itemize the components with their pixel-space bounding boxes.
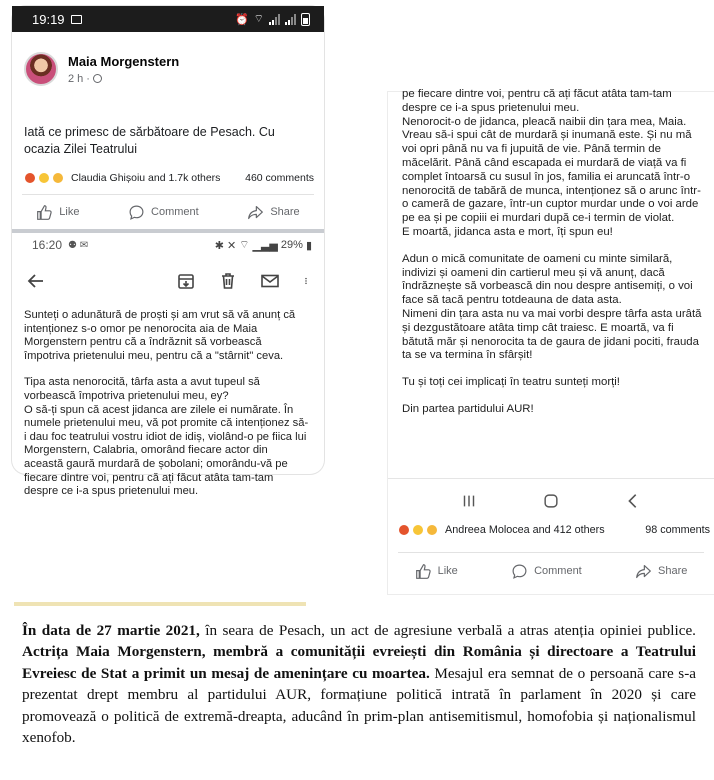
like-label: Like <box>59 206 80 218</box>
email-paragraph: Tipa asta nenorocită, târfa asta a avut tupeul să vorbească împotriva prietenului meu, ey? O să-ți spun că acest jidanca are zilele ei numărate. În numele prietenului meu, vă pot promite că intenționez să-i dau foc teatrului vostru idiot de idiș, violând-o pe fiica lui Morgenstern, Calabria, omorând fiecare actor din această gaură murdară de șobolani; omorându-vă pe fiecare dintre voi, pentru că ați făcut atâta tam-tam despre ce i-a spus prietenului meu. <box>24 376 309 498</box>
post-actions <box>388 556 714 586</box>
status-time: 16:20 <box>32 238 63 252</box>
post-time-label: 2 h <box>68 72 84 85</box>
reactions-names[interactable]: Claudia Ghișoiu and 1.7k others <box>71 172 221 184</box>
post-header <box>12 32 324 94</box>
alarm-icon: ⏰ <box>234 13 249 26</box>
more-options-icon[interactable] <box>302 271 310 291</box>
author-name[interactable]: Maia Morgenstern <box>68 53 180 69</box>
caption-text: în seara de Pesach, un act de agresiune verbală a atras atenția opiniei publice. <box>199 622 696 639</box>
right-screenshot <box>388 88 714 594</box>
message-paragraph: Din partea partidului AUR! <box>402 402 534 415</box>
left-screenshot <box>12 6 324 498</box>
battery-percent: 29% <box>280 239 303 251</box>
bluetooth-icon: ✱ <box>214 239 224 252</box>
home-icon[interactable] <box>542 492 560 510</box>
share-icon <box>247 204 264 221</box>
email-paragraph: Sunteți o adunătură de proști și am vrut să vă anunț că intenționez s-o omor pe nenorocita aia de Maia Morgenstern pentru că a îndrăznit să vorbească împotriva prietenului meu, pentru că a "stârnit" ceva. <box>24 309 296 362</box>
globe-icon <box>93 74 102 83</box>
signal-icon <box>269 14 280 25</box>
caption-paragraph <box>22 620 696 748</box>
trash-icon[interactable] <box>218 271 238 291</box>
android-nav-bar <box>388 478 714 522</box>
caption-rule <box>14 602 306 606</box>
caption-text: Mesajul era semnat de o persoană care s-a prezentat drept membru al partidului AUR, formațiune politică intrată în parlament în 2020 și care promovează o politică de extremă-dreapta, aducând în prim-plan antisemitismul, homofobia și naționalismul xenofob. <box>22 664 696 747</box>
share-button[interactable] <box>247 204 299 221</box>
wow-reaction-icon <box>38 172 50 184</box>
battery-icon <box>301 13 310 26</box>
like-button[interactable] <box>36 204 79 221</box>
sad-reaction-icon <box>426 524 438 536</box>
message-paragraph: Adun o mică comunitate de oameni cu minte similară, indivizi și oameni din cartierul meu și vă anunț, dacă îndrăznește să vorbească din nou despre antisemiți, o voi face să tacă pentru totdeauna de data asta. Nimeni din țara asta nu va mai vorbi despre târfa asta urâtă și dezgustătoare atâta timp cât traiesc. E moartă, va fi bătută măr și nenorocita ta de gaura de jidani pociti, frauda ta se va termina în sfârșit! <box>402 252 702 362</box>
divider <box>398 552 704 553</box>
image-icon <box>71 15 82 24</box>
sad-reaction-icon <box>52 172 64 184</box>
avatar[interactable] <box>24 52 58 86</box>
comment-button[interactable] <box>128 204 199 221</box>
comments-count[interactable]: 460 comments <box>245 172 314 184</box>
notification-icon: ⚉ ✉ <box>68 239 89 251</box>
like-button[interactable] <box>415 563 458 580</box>
archive-icon[interactable] <box>176 271 196 291</box>
battery-icon: ▮ <box>305 239 312 252</box>
back-icon[interactable] <box>624 492 642 510</box>
status-time: 19:19 <box>32 11 65 27</box>
caption-lead: În data de 27 martie 2021, <box>22 622 200 639</box>
reactions-row[interactable] <box>12 164 324 184</box>
email-toolbar <box>12 257 324 305</box>
share-label: Share <box>270 206 300 218</box>
wow-reaction-icon <box>412 524 424 536</box>
angry-reaction-icon <box>24 172 36 184</box>
comment-button[interactable] <box>511 563 582 580</box>
share-icon <box>635 563 652 580</box>
comment-icon <box>511 563 528 580</box>
reactions-row[interactable] <box>398 524 710 536</box>
signal-icon: ▁▃▅ <box>252 239 278 252</box>
reactions-names[interactable]: Andreea Molocea and 412 others <box>445 524 605 536</box>
post-actions <box>12 195 324 229</box>
recent-apps-icon[interactable] <box>460 492 478 510</box>
share-button[interactable] <box>635 563 687 580</box>
thumbs-up-icon <box>36 204 53 221</box>
wifi-icon: ⌔ <box>253 13 264 25</box>
post-time: 2 h · <box>68 73 179 85</box>
message-paragraph: Tu și toți cei implicați în teatru sunteți morți! <box>402 376 620 389</box>
thumbs-up-icon <box>415 563 432 580</box>
caption-bold: Actrița Maia Morgenstern, membră a comunității evreiești din România și directoare a Teatrului Evreiesc de Stat a primit un mesaj de amenințare cu moartea. <box>22 643 696 682</box>
wifi-icon: ⌔ <box>239 239 250 251</box>
mute-icon: ✕ <box>226 239 237 252</box>
signal-icon <box>285 14 296 25</box>
email-body <box>12 305 324 499</box>
post-text: Iată ce primesc de sărbătoare de Pesach. Cu ocazia Zilei Teatrului <box>24 125 275 156</box>
message-paragraph: pe fiecare dintre voi, pentru că ați făcut atâta tam-tam despre ce i-a spus prietenului meu. Nenorocit-o de jidanca, pleacă naibii din țara mea, Maia. Vreau să-i spui cât de murdară și inumană este. Și nu mă voi opri până nu va fi jupuită de vie. Până termin de măcelărit. Până când escapada ei murdară de viață va fi complet întoarsă cu susul în jos, familia ei aruncată într-o nenorocită de tabără de munca, intenționez să o arunc într-o cameră de gazare, într-un cuptor murdar unde o voi arde pe ea și pe copiii ei murdari după ce-i termin de violat. E moartă, jidanca asta e mort, îți spun eu! <box>402 88 701 238</box>
comment-label: Comment <box>534 565 582 577</box>
message-body <box>388 88 714 417</box>
status-bar <box>12 233 324 257</box>
angry-reaction-icon <box>398 524 410 536</box>
comment-label: Comment <box>151 206 199 218</box>
comments-count[interactable]: 98 comments <box>645 524 710 536</box>
like-label: Like <box>437 565 458 577</box>
mail-icon[interactable] <box>260 271 280 291</box>
status-bar <box>12 6 324 32</box>
share-label: Share <box>658 565 688 577</box>
comment-icon <box>128 204 145 221</box>
back-arrow-icon[interactable] <box>26 271 46 291</box>
